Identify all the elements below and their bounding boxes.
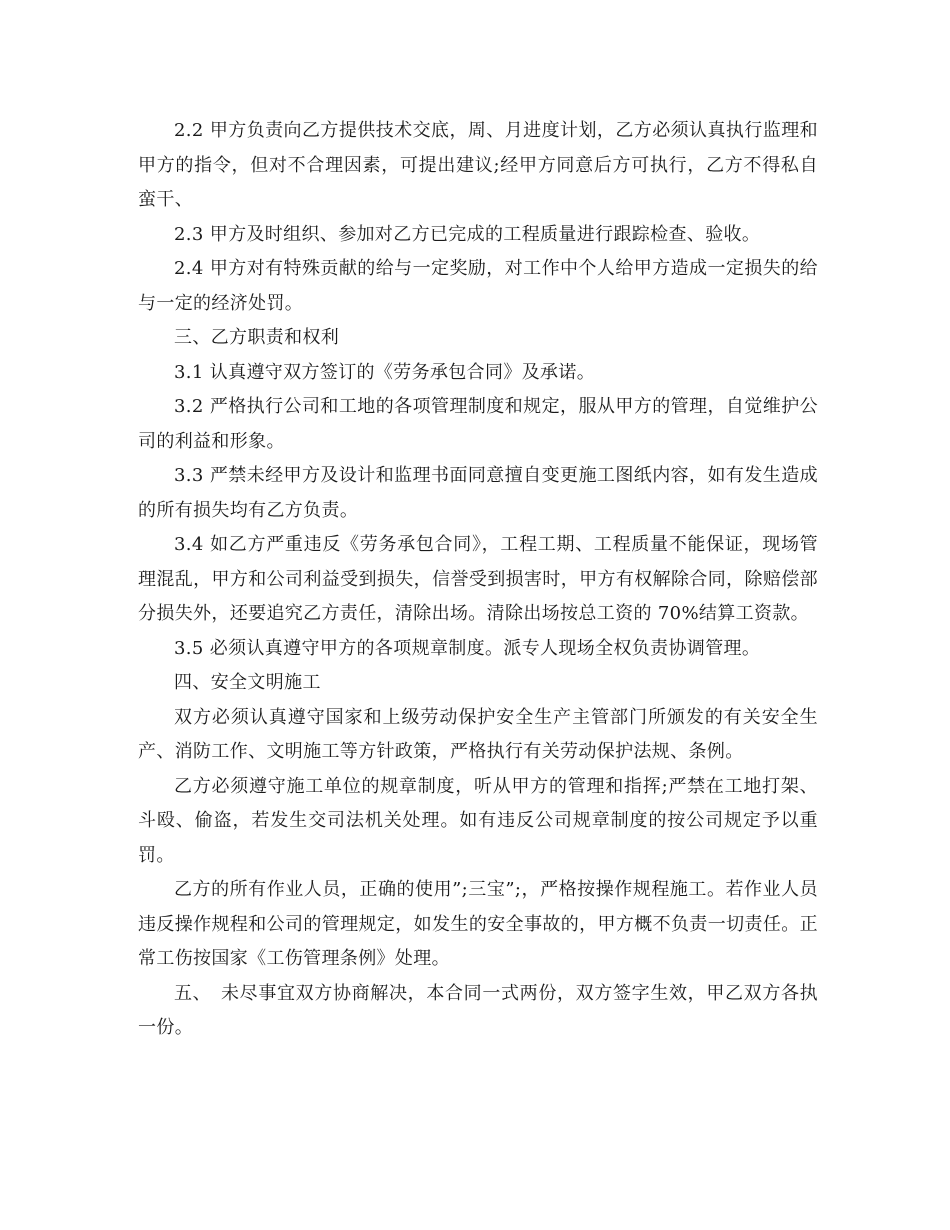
safety-paragraph-1: 双方必须认真遵守国家和上级劳动保护安全生产主管部门所颁发的有关安全生产、消防工作、文明施工等方针政策，严格执行有关劳动保护法规、条例。 bbox=[138, 706, 818, 762]
clause-2-2: 2.2 甲方负责向乙方提供技术交底，周、月进度计划，乙方必须认真执行监理和甲方的指令，但对不合理因素，可提出建议;经甲方同意后方可执行，乙方不得私自蛮干、 bbox=[138, 120, 818, 210]
clause-3-2: 3.2 严格执行公司和工地的各项管理制度和规定，服从甲方的管理，自觉维护公司的利益和形象。 bbox=[138, 396, 818, 452]
clause-3-3: 3.3 严禁未经甲方及设计和监理书面同意擅自变更施工图纸内容，如有发生造成的所有损失均有乙方负责。 bbox=[138, 465, 818, 521]
clause-2-4: 2.4 甲方对有特殊贡献的给与一定奖励，对工作中个人给甲方造成一定损失的给与一定的经济处罚。 bbox=[138, 258, 818, 314]
safety-paragraph-3: 乙方的所有作业人员，正确的使用”;三宝”;，严格按操作规程施工。若作业人员违反操作规程和公司的管理规定，如发生的安全事故的，甲方概不负责一切责任。正常工伤按国家《工伤管理条例》处理。 bbox=[138, 879, 818, 969]
clause-2-3: 2.3 甲方及时组织、参加对乙方已完成的工程质量进行跟踪检查、验收。 bbox=[174, 223, 761, 245]
clause-3-1: 3.1 认真遵守双方签订的《劳务承包合同》及承诺。 bbox=[174, 361, 596, 383]
document-body bbox=[138, 114, 818, 1046]
section-5-paragraph: 五、 未尽事宜双方协商解决，本合同一式两份，双方签字生效，甲乙双方各执一份。 bbox=[138, 982, 818, 1038]
safety-paragraph-2: 乙方必须遵守施工单位的规章制度，听从甲方的管理和指挥;严禁在工地打架、斗殴、偷盗，若发生交司法机关处理。如有违反公司规章制度的按公司规定予以重罚。 bbox=[138, 775, 818, 866]
section-heading-4: 四、安全文明施工 bbox=[174, 672, 321, 693]
clause-3-5: 3.5 必须认真遵守甲方的各项规章制度。派专人现场全权负责协调管理。 bbox=[174, 637, 761, 659]
section-heading-3: 三、乙方职责和权利 bbox=[174, 327, 340, 348]
clause-3-4: 3.4 如乙方严重违反《劳务承包合同》，工程工期、工程质量不能保证，现场管理混乱，甲方和公司利益受到损失，信誉受到损害时，甲方有权解除合同，除赔偿部分损失外，还要追究乙方责任，清除出场。清除出场按总工资的 70%结算工资款。 bbox=[138, 534, 818, 624]
